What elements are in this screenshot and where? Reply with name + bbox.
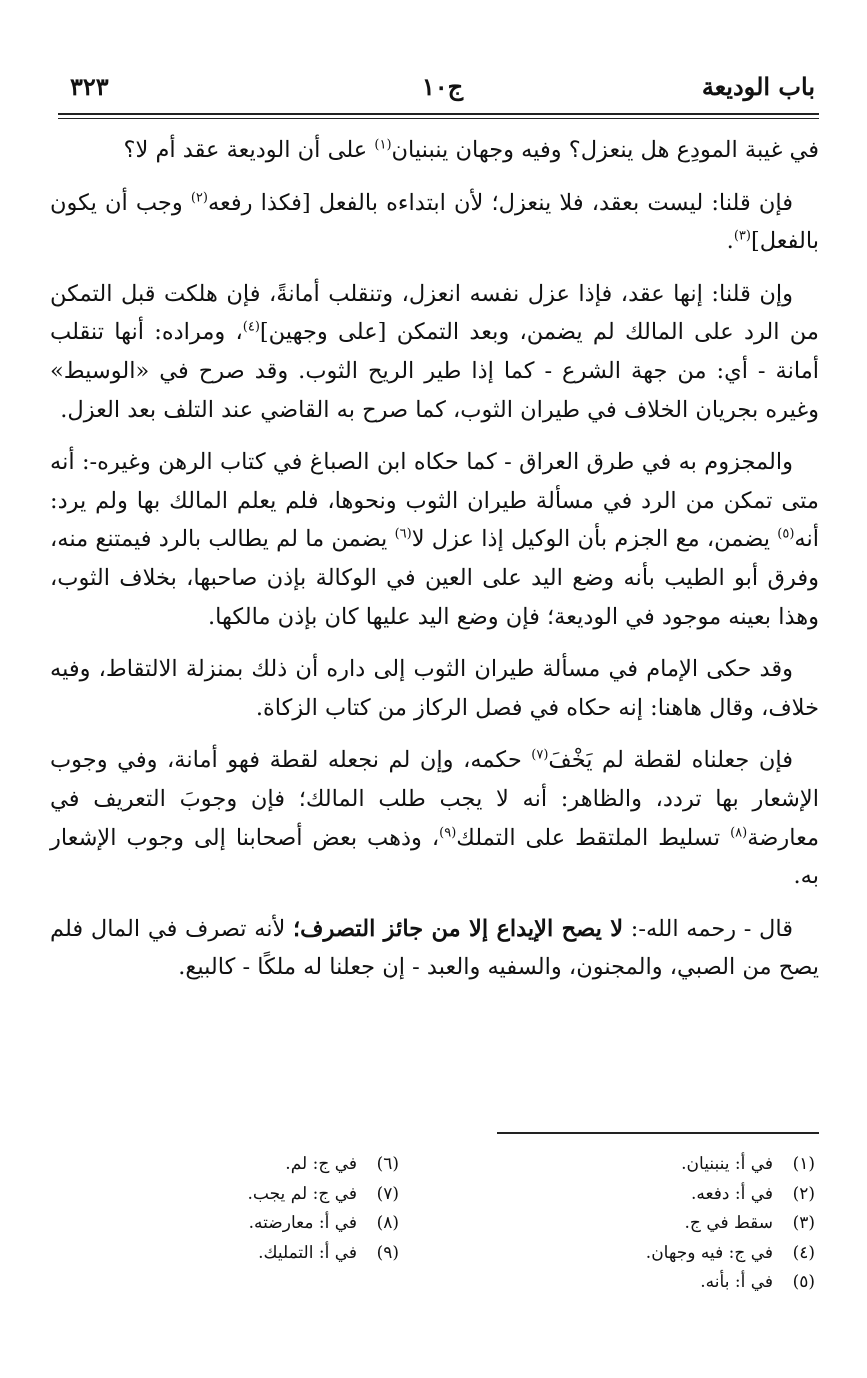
footnote-ref-8[interactable]: (٨) bbox=[730, 825, 748, 840]
paragraph-7: قال - رحمه الله-: لا يصح الإيداع إلا من جائز التصرف؛ لأنه تصرف في المال فلم يصح من الصبي، والمجنون، والسفيه والعبد - إن جعلنا له ملكًا - كالبيع. bbox=[50, 915, 819, 981]
footnote-ref-9[interactable]: (٩) bbox=[439, 825, 457, 840]
footnote-5: (٥)في أ: بأنه. bbox=[700, 1272, 815, 1292]
header-rule-thick bbox=[58, 113, 819, 115]
header-rule-thin bbox=[58, 118, 819, 119]
footnote-ref-2[interactable]: (٢) bbox=[190, 190, 208, 206]
paragraph-5: وقد حكى الإمام في مسألة طيران الثوب إلى داره أن ذلك بمنزلة الالتقاط، وفيه خلاف، وقال هاهنا: إنه حكاه في فصل الركاز من كتاب الزكاة. bbox=[50, 656, 819, 721]
paragraph-6: فإن جعلناه لقطة لم يَخْفَ$^{(٧)}$ حكمه، وإن لم نجعله لقطة فهو أمانة، وفي وجوب الإشعار بها تردد، والظاهر: أنه لا يجب طلب المالك؛ فإن وجوبَ التعريف في معارضة$^{(٨)}$ تسليط الملتقط على التملك$^{(٩)}$، وذهب بعض أصحابنا إلى وجوب الإشعار به. bbox=[50, 747, 819, 890]
footnote-ref-4[interactable]: (٤) bbox=[242, 319, 260, 335]
matn-text: لا يصح الإيداع إلا من جائز التصرف؛ bbox=[293, 915, 624, 942]
footnotes-right-column bbox=[455, 1150, 815, 1298]
body-text bbox=[50, 131, 819, 1061]
footnote-3: (٣)سقط في ج. bbox=[684, 1213, 815, 1233]
footnote-1: (١)في أ: ينبنيان. bbox=[681, 1154, 815, 1174]
page-number: ٣٢٣ bbox=[70, 72, 109, 101]
footnotes-left-column bbox=[119, 1150, 399, 1268]
footnote-ref-3[interactable]: (٣) bbox=[733, 228, 751, 244]
footnote-7: (٧)في ج: لم يجب. bbox=[247, 1183, 399, 1204]
paragraph-1: في غيبة المودِع هل ينعزل؟ وفيه وجهان ينبنيان$^{(١)}$ على أن الوديعة عقد أم لا؟ bbox=[123, 137, 819, 163]
paragraph-4: والمجزوم به في طرق العراق - كما حكاه ابن الصباغ في كتاب الرهن وغيره-: أنه متى تمكن من الرد في مسألة طيران الثوب ونحوها، فلم يعلم المالك بها ولم يرد: أنه$^{(٥)}$ يضمن، مع الجزم بأن الوكيل إذا عزل لا$^{(٦)}$ يضمن ما لم يطالب بالرد فيمتنع منه، وفرق أبو الطيب بأنه وضع اليد على العين في الوكالة بإذن صاحبها، بخلاف الثوب، وهذا بعينه موجود في الوديعة؛ فإن وضع اليد عليها كان بإذن مالكها. bbox=[50, 449, 819, 630]
footnote-2: (٢)في أ: دفعه. bbox=[691, 1183, 815, 1204]
footnote-ref-1[interactable]: (١) bbox=[374, 137, 392, 153]
footnote-ref-7[interactable]: (٧) bbox=[531, 747, 549, 763]
footnote-ref-5[interactable]: (٥) bbox=[777, 526, 795, 542]
volume-label: ج١٠ bbox=[421, 72, 464, 101]
footnote-4: (٤)في ج: فيه وجهان. bbox=[645, 1242, 815, 1263]
footnote-9: (٩)في أ: التمليك. bbox=[258, 1242, 399, 1263]
chapter-title: باب الوديعة bbox=[701, 72, 815, 101]
footnote-6: (٦)في ج: لم. bbox=[285, 1154, 399, 1174]
running-header bbox=[70, 72, 815, 112]
paragraph-3: وإن قلنا: إنها عقد، فإذا عزل نفسه انعزل، وتنقلب أمانةً، فإن هلكت قبل التمكن من الرد على المالك لم يضمن، وبعد التمكن [على وجهين]$^{(٤)}$، ومراده: أنها تنقلب أمانة - أي: من جهة الشرع - كما إذا طير الريح الثوب. وقد صرح في «الوسيط» وغيره بجريان الخلاف في طيران الثوب، كما صرح به القاضي عند التلف بعد العزل. bbox=[50, 280, 819, 423]
paragraph-2: فإن قلنا: ليست بعقد، فلا ينعزل؛ لأن ابتداءه بالفعل [فكذا رفعه$^{(٢)}$ وجب أن يكون بالفعل]$^{(٣)}$. bbox=[50, 189, 819, 255]
footnote-ref-6[interactable]: (٦) bbox=[394, 526, 412, 542]
footnote-separator bbox=[497, 1132, 819, 1134]
footnote-8: (٨)في أ: معارضته. bbox=[248, 1213, 399, 1233]
